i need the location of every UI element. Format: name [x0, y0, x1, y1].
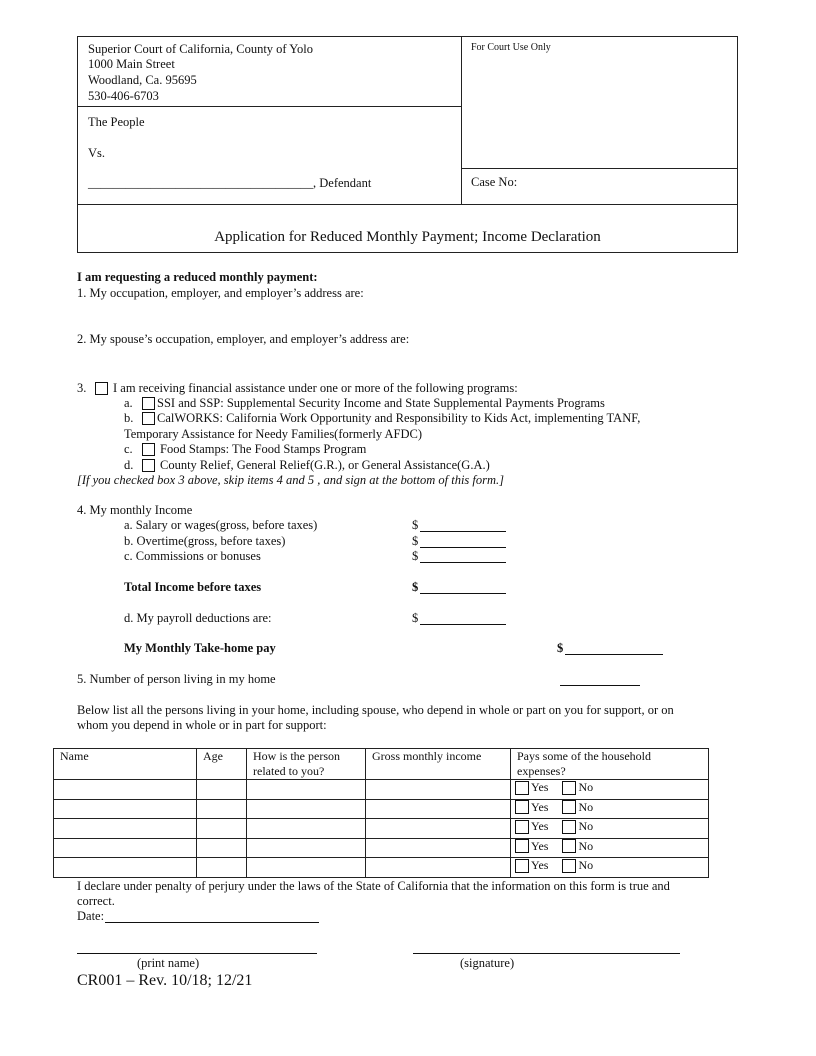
item-3-number: 3.: [77, 381, 87, 395]
pays-cell: [511, 799, 709, 819]
skip-note: [If you checked box 3 above, skip items 4 and 5 , and sign at the bottom of this form.]: [77, 473, 505, 487]
item-1: 1. My occupation, employer, and employer’s address are:: [77, 286, 364, 300]
name-cell[interactable]: [54, 838, 197, 858]
item-3c-label: c.: [124, 442, 133, 456]
request-heading: I am requesting a reduced monthly payment:: [77, 270, 318, 284]
age-cell[interactable]: [197, 838, 247, 858]
yes-checkbox[interactable]: [515, 859, 529, 873]
no-checkbox[interactable]: [562, 781, 576, 795]
income-cell[interactable]: [366, 819, 511, 839]
pays-cell: [511, 819, 709, 839]
pays-cell: [511, 780, 709, 800]
item-3-checkbox[interactable]: [95, 382, 108, 395]
box-border: [77, 36, 738, 37]
income-cell[interactable]: [366, 838, 511, 858]
defendant-field[interactable]: ____________________________________, Defendant: [88, 176, 372, 190]
dollar-sign: $: [412, 549, 419, 563]
takehome-label: My Monthly Take-home pay: [124, 641, 276, 655]
relation-cell[interactable]: [247, 780, 366, 800]
table-row: [54, 819, 709, 839]
income-cell[interactable]: [366, 780, 511, 800]
calworks-text: CalWORKS: California Work Opportunity and Responsibility to Kids Act, implementing TANF,: [157, 411, 641, 425]
box-divider: [461, 36, 462, 204]
ssi-text: SSI and SSP: Supplemental Security Income and State Supplemental Payments Programs: [157, 396, 605, 410]
yes-label: Yes: [531, 819, 549, 833]
age-cell[interactable]: [197, 819, 247, 839]
overtime-field[interactable]: [420, 547, 506, 548]
total-income-field[interactable]: [420, 593, 506, 594]
table-row: [54, 858, 709, 878]
yes-label: Yes: [531, 780, 549, 794]
form-title: Application for Reduced Monthly Payment; Income Declaration: [214, 229, 601, 245]
no-label: No: [578, 858, 594, 872]
no-label: No: [578, 819, 594, 833]
overtime-label: b. Overtime(gross, before taxes): [124, 534, 286, 548]
name-cell[interactable]: [54, 819, 197, 839]
county-relief-checkbox[interactable]: [142, 459, 155, 472]
salary-label: a. Salary or wages(gross, before taxes): [124, 518, 318, 532]
takehome-field[interactable]: [565, 654, 663, 655]
print-name-field[interactable]: [77, 953, 317, 954]
print-name-label: (print name): [137, 956, 200, 970]
no-checkbox[interactable]: [562, 859, 576, 873]
yes-option[interactable]: [515, 839, 548, 854]
signature-field[interactable]: [413, 953, 680, 954]
no-label: No: [578, 780, 594, 794]
box-border: [77, 36, 78, 253]
yes-checkbox[interactable]: [515, 820, 529, 834]
age-cell[interactable]: [197, 780, 247, 800]
court-city: Woodland, Ca. 95695: [88, 73, 197, 87]
item-2: 2. My spouse’s occupation, employer, and employer’s address are:: [77, 332, 410, 346]
name-cell[interactable]: [54, 799, 197, 819]
calworks-checkbox[interactable]: [142, 412, 155, 425]
age-cell[interactable]: [197, 799, 247, 819]
yes-label: Yes: [531, 838, 549, 853]
yes-option[interactable]: [515, 819, 548, 834]
case-no-field[interactable]: Case No:: [471, 175, 518, 189]
household-table: [53, 748, 709, 878]
dollar-sign: $: [412, 518, 419, 532]
no-option[interactable]: [562, 839, 593, 854]
pays-cell: [511, 838, 709, 858]
form-id: CR001 – Rev. 10/18; 12/21: [77, 972, 253, 989]
item-3d-label: d.: [124, 458, 134, 472]
income-cell[interactable]: [366, 799, 511, 819]
court-street: 1000 Main Street: [88, 57, 175, 71]
table-header-row: [54, 749, 709, 780]
yes-label: Yes: [531, 858, 549, 872]
no-checkbox[interactable]: [562, 839, 576, 853]
item-3b-label: b.: [124, 411, 134, 425]
yes-checkbox[interactable]: [515, 800, 529, 814]
item-5: 5. Number of person living in my home: [77, 672, 276, 686]
name-cell[interactable]: [54, 858, 197, 878]
box-divider: [461, 168, 738, 169]
age-cell[interactable]: [197, 858, 247, 878]
no-label: No: [578, 838, 594, 853]
pays-cell: [511, 858, 709, 878]
persons-count-field[interactable]: [560, 685, 640, 686]
item-3-text: I am receiving financial assistance under one or more of the following programs:: [113, 381, 518, 395]
header-name: Name: [54, 749, 197, 780]
no-option[interactable]: [562, 800, 593, 815]
yes-label: Yes: [531, 799, 549, 814]
yes-option[interactable]: [515, 858, 548, 873]
signature-label: (signature): [460, 956, 515, 970]
item-3a-label: a.: [124, 396, 133, 410]
court-use-label: For Court Use Only: [471, 42, 551, 53]
yes-checkbox[interactable]: [515, 839, 529, 853]
below-text-2: whom you depend in whole or in part for support:: [77, 718, 327, 732]
yes-option[interactable]: [515, 780, 548, 795]
header-pays: Pays some of the household expenses?: [511, 749, 709, 780]
box-divider: [77, 204, 738, 205]
calworks-text-2: Temporary Assistance for Needy Families(formerly AFDC): [124, 427, 423, 441]
food-stamps-text: Food Stamps: The Food Stamps Program: [160, 442, 367, 456]
header-relation: How is the person related to you?: [247, 749, 366, 780]
dollar-sign: $: [412, 534, 419, 548]
no-option[interactable]: [562, 819, 593, 834]
people-label: The People: [88, 115, 145, 129]
header-age: Age: [197, 749, 247, 780]
total-income-label: Total Income before taxes: [124, 580, 262, 594]
county-relief-text: County Relief, General Relief(G.R.), or General Assistance(G.A.): [160, 458, 490, 472]
below-text-1: Below list all the persons living in your home, including spouse, who depend in whole or part on you for support, or on: [77, 703, 674, 717]
table-row: [54, 799, 709, 819]
no-option[interactable]: [562, 780, 593, 795]
commissions-label: c. Commissions or bonuses: [124, 549, 261, 563]
commissions-field[interactable]: [420, 562, 506, 563]
income-cell[interactable]: [366, 858, 511, 878]
name-cell[interactable]: [54, 780, 197, 800]
food-stamps-checkbox[interactable]: [142, 443, 155, 456]
no-checkbox[interactable]: [562, 820, 576, 834]
declaration-text: I declare under penalty of perjury under the laws of the State of California that the information on this form is true and: [77, 879, 670, 893]
no-option[interactable]: [562, 858, 593, 873]
court-phone: 530-406-6703: [88, 89, 159, 103]
relation-cell[interactable]: [247, 819, 366, 839]
no-label: No: [578, 799, 594, 814]
vs-label: Vs.: [88, 146, 106, 160]
box-border: [737, 36, 738, 253]
box-border: [77, 252, 738, 253]
header-income: Gross monthly income: [366, 749, 511, 780]
dollar-sign: $: [557, 641, 564, 655]
dollar-sign: $: [412, 580, 419, 594]
salary-field[interactable]: [420, 531, 506, 532]
court-name: Superior Court of California, County of Yolo: [88, 42, 313, 56]
table-row: [54, 780, 709, 800]
deductions-field[interactable]: [420, 624, 506, 625]
item-4-title: 4. My monthly Income: [77, 503, 193, 517]
relation-cell[interactable]: [247, 838, 366, 858]
relation-cell[interactable]: [247, 799, 366, 819]
date-label: Date:: [77, 909, 105, 923]
table-row: [54, 838, 709, 858]
relation-cell[interactable]: [247, 858, 366, 878]
yes-checkbox[interactable]: [515, 781, 529, 795]
date-field[interactable]: [105, 922, 319, 923]
ssi-checkbox[interactable]: [142, 397, 155, 410]
box-divider: [77, 106, 461, 107]
declaration-text-2: correct.: [77, 894, 115, 908]
deductions-label: d. My payroll deductions are:: [124, 611, 272, 625]
no-checkbox[interactable]: [562, 800, 576, 814]
dollar-sign: $: [412, 611, 419, 625]
yes-option[interactable]: [515, 800, 548, 815]
